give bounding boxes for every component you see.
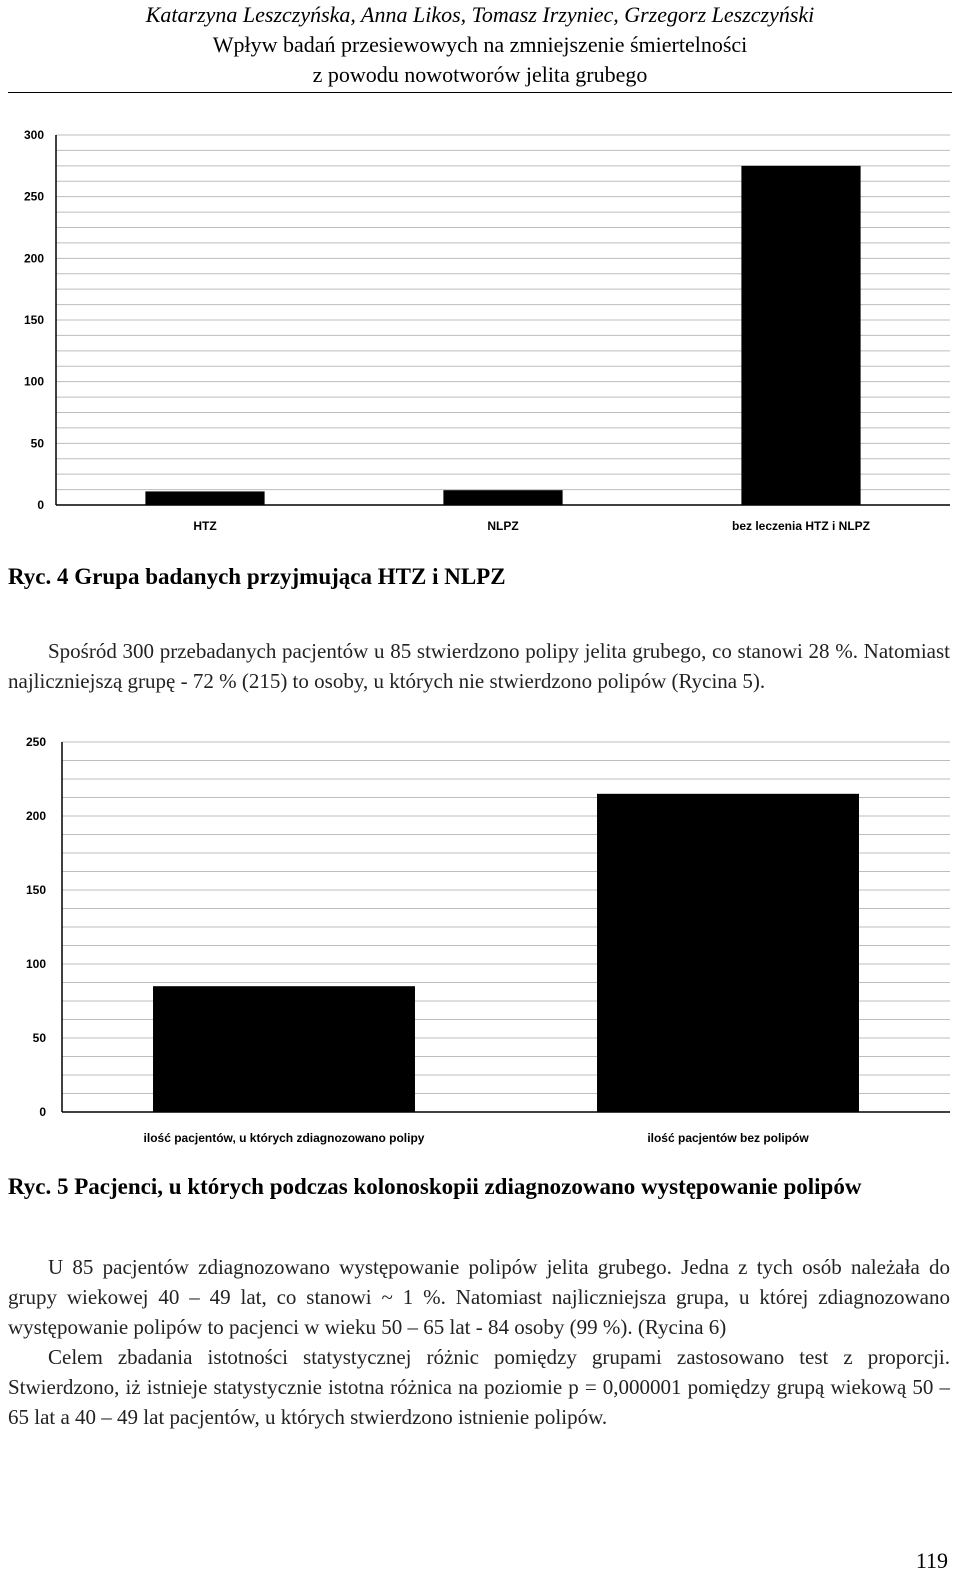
paragraph-2-text: U 85 pacjentów zdiagnozowano występowanie polipów jelita grubego. Jedna z tych osób należała do grupy wiekowej 40 – 49 lat, co stanowi ~ 1 %. Natomiast najliczniejsza grupa, u której zdiagnozowano występowanie polipów to pacjenci w wieku 50 – 65 lat - 84 osoby (99 %). (Rycina 6): [8, 1255, 950, 1339]
figure-4-chart: [0, 120, 960, 545]
y-tick-label: 0: [37, 498, 44, 512]
article-title-line-2: z powodu nowotworów jelita grubego: [312, 62, 648, 87]
bar: [153, 986, 415, 1112]
paragraph-2: [8, 1252, 950, 1432]
y-tick-label: 50: [32, 1031, 46, 1045]
y-tick-label: 0: [39, 1105, 46, 1119]
article-title-line-1: Wpływ badań przesiewowych na zmniejszenie śmiertelności: [212, 32, 748, 57]
x-category-label: ilość pacjentów, u których zdiagnozowano polipy: [143, 1131, 425, 1145]
page-header: [0, 0, 960, 90]
y-tick-label: 300: [23, 128, 44, 142]
y-tick-label: 250: [23, 189, 44, 204]
y-tick-label: 100: [23, 374, 44, 389]
bar: [443, 490, 562, 505]
x-category-label: HTZ: [193, 519, 217, 533]
bar: [597, 794, 859, 1112]
figure-5-chart: [0, 730, 960, 1155]
bar: [145, 491, 264, 505]
header-rule: [8, 92, 952, 93]
paragraph-1-text: Spośród 300 przebadanych pacjentów u 85 stwierdzono polipy jelita grubego, co stanowi 28 %. Natomiast najliczniejszą grupę - 72 % (215) to osoby, u których nie stwierdzono polipów (Rycina 5).: [8, 639, 950, 693]
y-tick-label: 50: [30, 436, 44, 451]
y-tick-label: 150: [25, 883, 46, 897]
x-category-label: NLPZ: [487, 519, 519, 533]
y-tick-label: 200: [23, 251, 44, 266]
y-tick-label: 100: [25, 957, 46, 971]
bar: [741, 166, 860, 505]
y-tick-label: 250: [25, 735, 46, 749]
page-number: 119: [915, 1548, 948, 1573]
x-category-label: bez leczenia HTZ i NLPZ: [731, 519, 871, 533]
figure-4-caption: Ryc. 4 Grupa badanych przyjmująca HTZ i NLPZ: [8, 564, 506, 589]
authors: Katarzyna Leszczyńska, Anna Likos, Tomasz Irzyniec, Grzegorz Leszczyński: [145, 2, 815, 27]
figure-5-caption: Ryc. 5 Pacjenci, u których podczas kolonoskopii zdiagnozowano występowanie polipów: [8, 1174, 862, 1199]
paragraph-1: [8, 636, 950, 696]
y-tick-label: 200: [25, 809, 46, 823]
x-category-label: ilość pacjentów bez polipów: [647, 1131, 809, 1145]
paragraph-3-text: Celem zbadania istotności statystycznej różnic pomiędzy grupami zastosowano test z proporcji. Stwierdzono, iż istnieje statystycznie istotna różnica na poziomie p = 0,000001 pomiędzy grupą wiekową 50 – 65 lat a 40 – 49 lat pacjentów, u których stwierdzono istnienie polipów.: [8, 1345, 950, 1429]
y-tick-label: 150: [23, 313, 44, 327]
